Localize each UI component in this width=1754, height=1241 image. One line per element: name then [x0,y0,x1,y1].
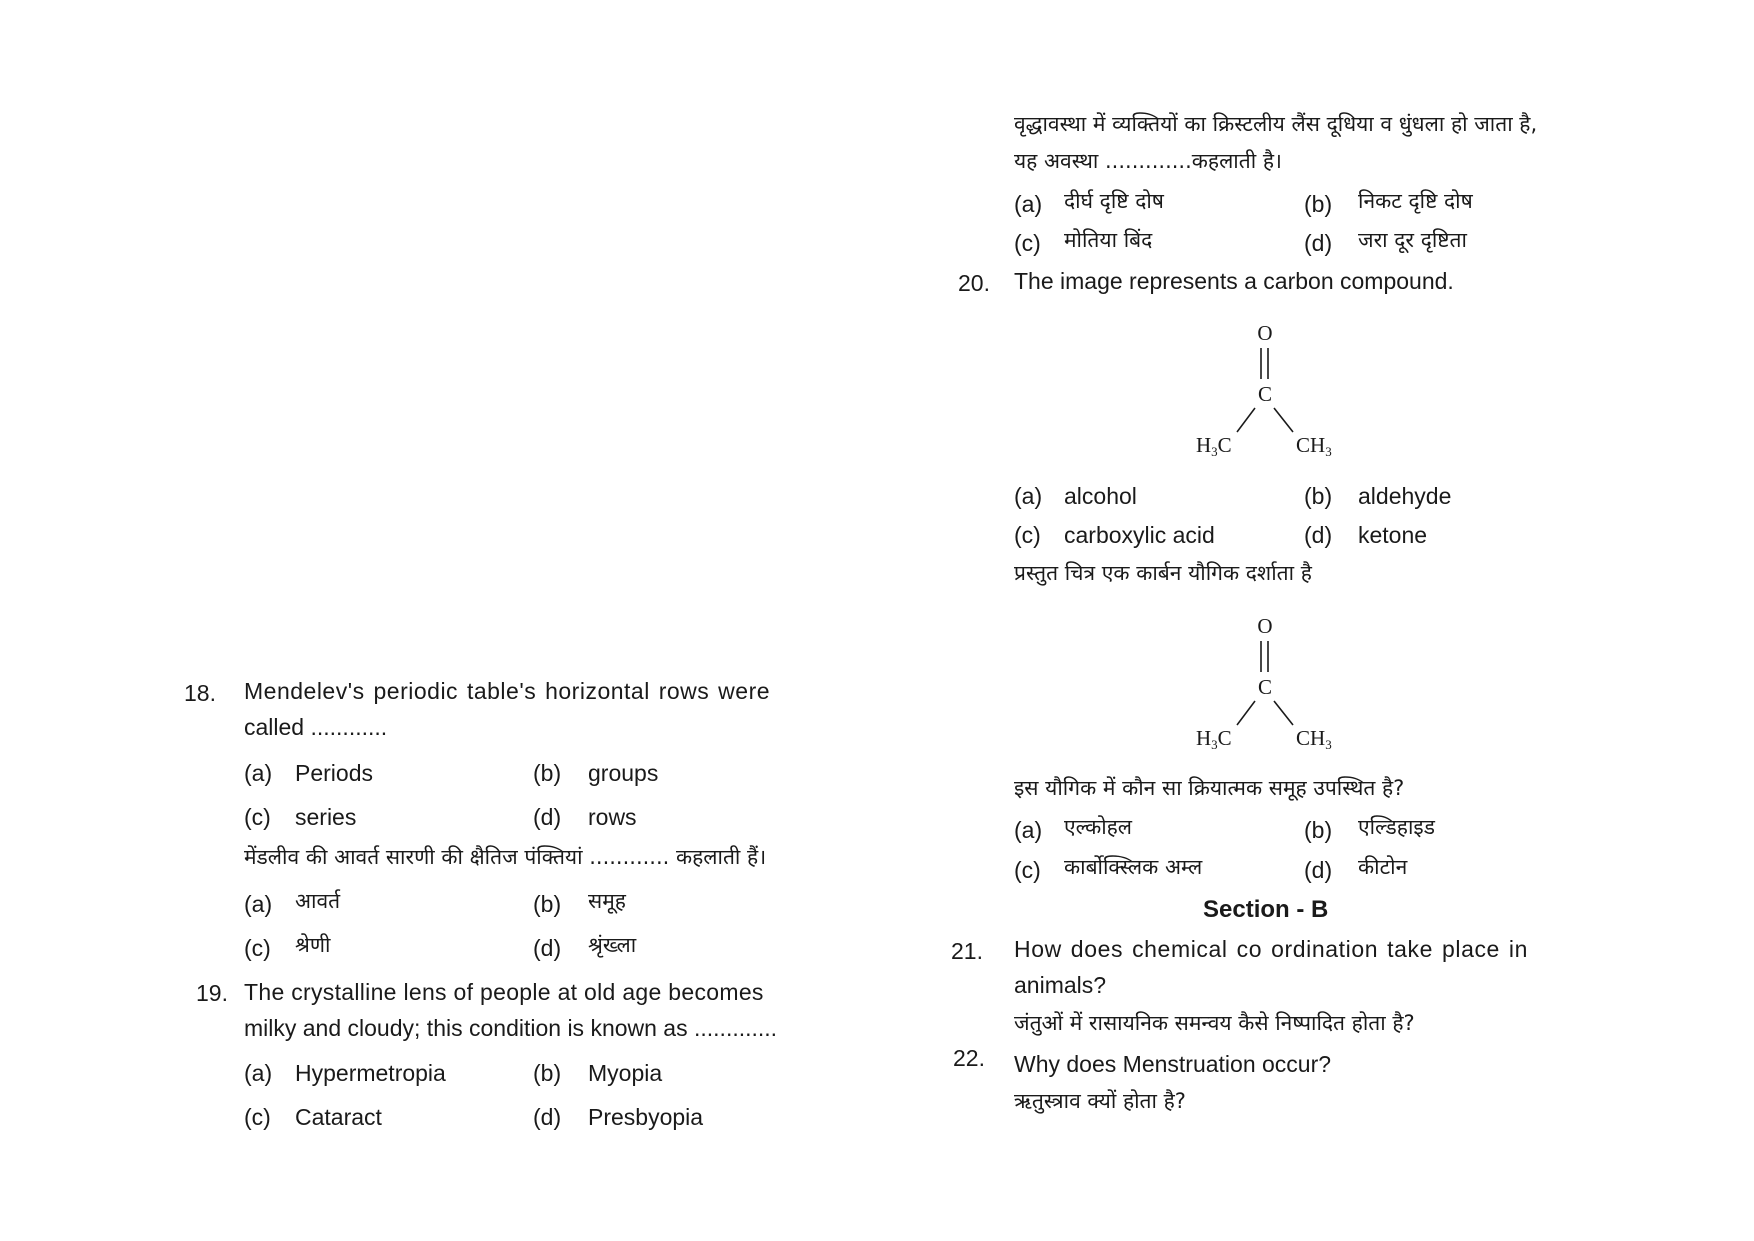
methyl-group-label: H3C [1196,726,1232,752]
ketone-structure-diagram [1180,611,1350,753]
question-text: The image represents a carbon compound. [1014,268,1454,294]
option-text: श्रेणी [295,933,331,957]
option-text: समूह [588,889,626,913]
option-text: निकट दृष्टि दोष [1358,189,1473,213]
ketone-structure-diagram [1180,318,1350,460]
option-label: (a) [244,760,273,786]
question-text-hindi: वृद्धावस्था में व्यक्तियों का क्रिस्टलीय लैंस दूधिया व धुंधला हो जाता है, [1014,112,1538,136]
option-text: एल्कोहल [1064,815,1133,839]
question-text-hindi: प्रस्तुत चित्र एक कार्बन यौगिक दर्शाता है [1014,561,1312,585]
option-label: (a) [1014,817,1043,843]
option-label: (d) [533,935,562,961]
question-text: Why does Menstruation occur? [1014,1051,1332,1077]
option-label: (d) [533,1104,562,1130]
question-number: 21. [951,938,983,964]
question-number: 22. [953,1045,985,1071]
option-label: (a) [1014,483,1043,509]
option-label: (a) [244,1060,273,1086]
option-text: Myopia [588,1060,663,1086]
option-text: alcohol [1064,483,1137,509]
option-label: (b) [1304,191,1333,217]
question-text-hindi: यह अवस्था .............कहलाती है। [1014,149,1282,173]
option-label: (b) [533,891,562,917]
option-text: दीर्घ दृष्टि दोष [1064,189,1164,213]
section-heading: Section - B [1203,896,1329,923]
option-text: जरा दूर दृष्टिता [1358,228,1467,252]
option-label: (a) [244,891,273,917]
option-text: rows [588,804,637,830]
question-text: How does chemical co ordination take place in [1014,936,1529,962]
option-text: Hypermetropia [295,1060,446,1086]
question-text: Mendelev's periodic table's horizontal rows were [244,678,771,704]
single-bond-line [1237,701,1255,725]
methyl-group-label: CH3 [1296,433,1332,459]
option-label: (b) [1304,483,1333,509]
option-text: aldehyde [1358,483,1452,509]
carbon-atom-label: C [1257,675,1273,699]
oxygen-atom-label: O [1257,614,1273,638]
question-number: 19. [196,980,228,1006]
question-number: 20. [958,270,990,296]
option-label: (c) [244,935,271,961]
option-text: ketone [1358,522,1428,548]
question-text: milky and cloudy; this condition is known as ............. [244,1015,778,1041]
option-text: series [295,804,357,830]
question-text-hindi: इस यौगिक में कौन सा क्रियात्मक समूह उपस्थित है? [1014,776,1405,800]
option-text: एल्डिहाइड [1358,815,1435,839]
option-label: (c) [1014,230,1041,256]
single-bond-line [1237,408,1255,432]
question-text: called ............ [244,714,388,740]
option-label: (b) [533,760,562,786]
question-text-hindi: जंतुओं में रासायनिक समन्वय कैसे निष्पादित होता है? [1014,1011,1415,1035]
option-label: (d) [1304,522,1333,548]
option-label: (b) [1304,817,1333,843]
question-text: The crystalline lens of people at old age becomes [244,979,764,1005]
option-label: (d) [1304,230,1333,256]
question-number: 18. [184,680,216,706]
option-label: (c) [1014,857,1041,883]
option-label: (b) [533,1060,562,1086]
option-text: श्रृंख्ला [588,933,637,957]
option-text: मोतिया बिंद [1064,228,1153,252]
option-label: (d) [533,804,562,830]
single-bond-line [1274,408,1293,432]
option-label: (c) [244,1104,271,1130]
option-text: groups [588,760,659,786]
option-text: Periods [295,760,373,786]
carbon-atom-label: C [1257,382,1273,406]
question-text-hindi: ऋतुस्त्राव क्यों होता है? [1014,1089,1186,1113]
option-label: (c) [1014,522,1041,548]
option-label: (d) [1304,857,1333,883]
option-text: कार्बोक्स्लिक अम्ल [1064,855,1203,879]
question-text: animals? [1014,972,1107,998]
option-text: Cataract [295,1104,382,1130]
option-text: carboxylic acid [1064,522,1215,548]
option-text: कीटोन [1358,855,1408,879]
option-label: (a) [1014,191,1043,217]
option-label: (c) [244,804,271,830]
option-text: आवर्त [295,889,341,913]
oxygen-atom-label: O [1257,321,1273,345]
option-text: Presbyopia [588,1104,704,1130]
single-bond-line [1274,701,1293,725]
methyl-group-label: H3C [1196,433,1232,459]
methyl-group-label: CH3 [1296,726,1332,752]
question-text-hindi: मेंडलीव की आवर्त सारणी की क्षैतिज पंक्तियां ............ कहलाती हैं। [244,845,767,869]
